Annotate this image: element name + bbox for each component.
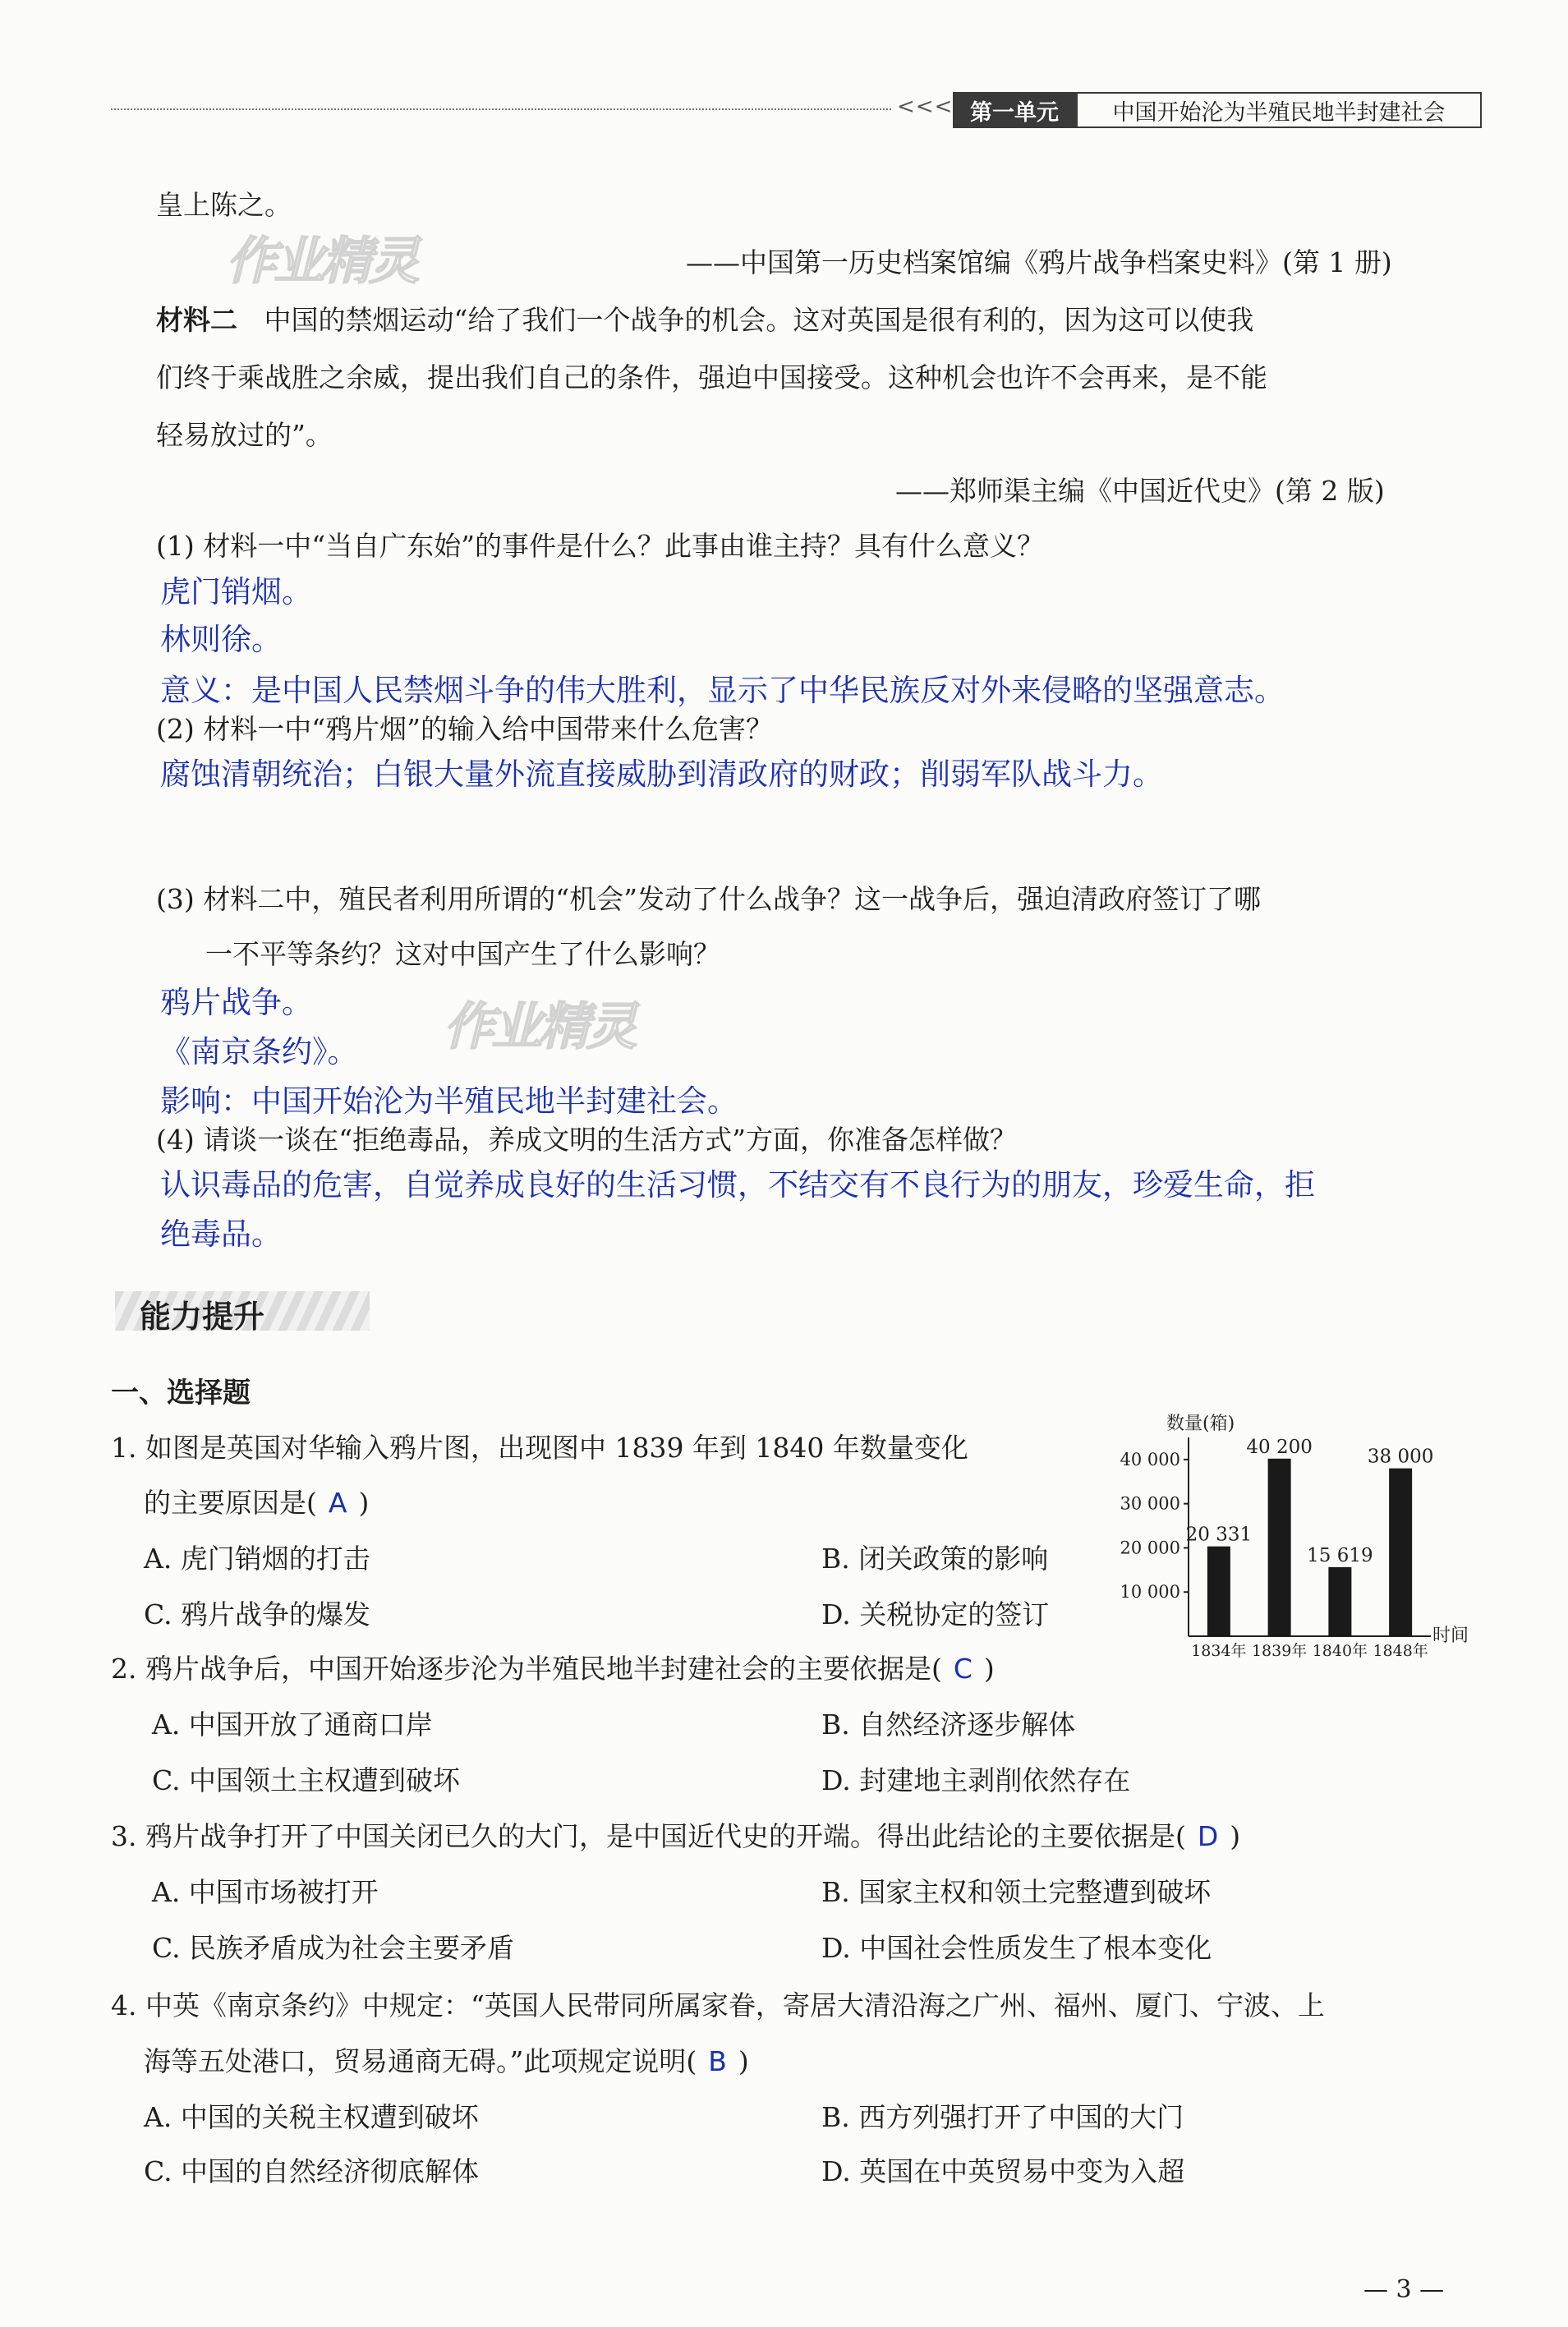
group-title: 一、选择题 (111, 1377, 251, 1410)
material2-label: 材料二 (156, 304, 237, 336)
material2-source: ——郑师渠主编《中国近代史》(第 2 版) (895, 475, 1385, 507)
mc1-stem-line2 (144, 1487, 369, 1520)
q2-question: (2) 材料一中“鸦片烟”的输入给中国带来什么危害？ (156, 713, 773, 745)
section-title: 能力提升 (140, 1299, 265, 1335)
mc4-answer: B (708, 2045, 727, 2077)
chart-value-label: 15 619 (1307, 1545, 1373, 1567)
chart-ytick-label: 40 000 (1120, 1449, 1180, 1469)
mc4-stem-text: 海等五处港口，贸易通商无碍。”此项规定说明( (144, 2045, 697, 2077)
material2-line3: 轻易放过的”。 (156, 419, 333, 451)
q1-answer-person: 林则徐。 (160, 622, 282, 657)
unit-label: 第一单元 (953, 92, 1076, 128)
mc2-stem-text: 2. 鸦片战争后，中国开始逐步沦为半殖民地半封建社会的主要依据是( (111, 1653, 942, 1685)
chart-category-label: 1848年 (1373, 1642, 1428, 1660)
mc1-close: ) (358, 1487, 370, 1519)
chart-ytick-label: 10 000 (1120, 1582, 1180, 1603)
chart-ytick-label: 30 000 (1120, 1493, 1180, 1514)
page-number: — 3 — (1363, 2275, 1445, 2304)
chart-bar (1268, 1459, 1291, 1636)
mc2-option-a: A. 中国开放了通商口岸 (152, 1708, 433, 1741)
mc4-close: ) (738, 2045, 749, 2077)
header-rule (111, 108, 891, 110)
mc4-option-a: A. 中国的关税主权遭到破坏 (144, 2101, 479, 2133)
mc4-option-d: D. 英国在中英贸易中变为入超 (821, 2155, 1185, 2187)
mc2-stem-line1 (111, 1653, 995, 1685)
mc3-option-b: B. 国家主权和领土完整遭到破坏 (821, 1876, 1212, 1908)
material1-source: ——中国第一历史档案馆编《鸦片战争档案史料》(第 1 册) (686, 246, 1392, 278)
q3-question-line1: (3) 材料二中，殖民者利用所谓的“机会”发动了什么战争？这一战争后，强迫清政府签订了哪 (156, 883, 1261, 915)
mc3-close: ) (1230, 1820, 1241, 1852)
mc3-answer: D (1197, 1820, 1219, 1852)
mc1-option-d: D. 关税协定的签订 (821, 1598, 1050, 1630)
chart-ylabel: 数量(箱) (1166, 1414, 1235, 1434)
mc3-stem-text: 3. 鸦片战争打开了中国关闭已久的大门，是中国近代史的开端。得出此结论的主要依据是( (111, 1820, 1186, 1852)
chart-xlabel: 时间 (1432, 1626, 1469, 1646)
mc1-option-c: C. 鸦片战争的爆发 (144, 1598, 371, 1630)
chart-value-label: 20 331 (1185, 1524, 1253, 1546)
chart-category-label: 1840年 (1312, 1642, 1368, 1660)
material2-line1: 中国的禁烟运动“给了我们一个战争的机会。这对英国是很有利的，因为这可以使我 (264, 304, 1254, 336)
q1-question: (1) 材料一中“当自广东始”的事件是什么？此事由谁主持？具有什么意义？ (156, 530, 1044, 562)
mc1-answer: A (328, 1487, 347, 1519)
q3-answer-impact: 影响：中国开始沦为半殖民地半封建社会。 (160, 1083, 738, 1119)
mc2-option-b: B. 自然经济逐步解体 (821, 1708, 1076, 1741)
mc3-option-a: A. 中国市场被打开 (152, 1876, 379, 1908)
material2-paragraph (156, 304, 1253, 337)
chart-category-label: 1834年 (1191, 1642, 1247, 1660)
q4-answer-line2: 绝毒品。 (160, 1216, 282, 1252)
q3-question-line2: 一不平等条约？这对中国产生了什么影响？ (205, 938, 720, 970)
material2-line2: 们终于乘战胜之余威，提出我们自己的条件，强迫中国接受。这种机会也许不会再来，是不能 (156, 361, 1267, 393)
q4-question: (4) 请谈一谈在“拒绝毒品，养成文明的生活方式”方面，你准备怎样做？ (156, 1124, 1017, 1156)
q2-answer: 腐蚀清朝统治；白银大量外流直接威胁到清政府的财政；削弱军队战斗力。 (160, 757, 1163, 792)
mc3-option-c: C. 民族矛盾成为社会主要矛盾 (152, 1932, 515, 1964)
mc3-option-d: D. 中国社会性质发生了根本变化 (821, 1932, 1212, 1964)
mc4-stem-line1: 4. 中英《南京条约》中规定：“英国人民带同所属家眷，寄居大清沿海之广州、福州、厦门、宁波、上 (111, 1989, 1325, 2021)
mc2-answer: C (953, 1653, 973, 1685)
chart-bar (1207, 1547, 1230, 1636)
watermark: 作业精灵 (226, 231, 417, 291)
header-chevrons: <<< (897, 94, 954, 119)
material1-tail: 皇上陈之。 (156, 189, 292, 221)
opium-import-chart (1101, 1405, 1469, 1660)
mc1-stem-text: 的主要原因是( (144, 1487, 317, 1519)
mc2-close: ) (983, 1653, 995, 1685)
q3-answer-war: 鸦片战争。 (160, 985, 312, 1020)
q3-answer-treaty: 《南京条约》。 (160, 1034, 358, 1069)
mc4-stem-line2 (144, 2045, 749, 2078)
mc4-option-c: C. 中国的自然经济彻底解体 (144, 2155, 480, 2187)
chart-category-label: 1839年 (1251, 1642, 1308, 1660)
mc2-option-c: C. 中国领土主权遭到破坏 (152, 1764, 461, 1796)
watermark: 作业精灵 (444, 996, 635, 1056)
mc1-option-b: B. 闭关政策的影响 (821, 1543, 1049, 1575)
chart-value-label: 38 000 (1367, 1446, 1434, 1468)
chart-bar (1389, 1469, 1412, 1636)
chart-ytick-label: 20 000 (1120, 1538, 1180, 1558)
mc3-stem-line1 (111, 1820, 1240, 1853)
q4-answer-line1: 认识毒品的危害，自觉养成良好的生活习惯，不结交有不良行为的朋友，珍爱生命，拒 (160, 1167, 1315, 1203)
mc1-stem-line1: 1. 如图是英国对华输入鸦片图，出现图中 1839 年到 1840 年数量变化 (111, 1432, 968, 1464)
chart-bar (1328, 1567, 1351, 1636)
mc1-option-a: A. 虎门销烟的打击 (144, 1543, 370, 1575)
unit-title: 中国开始沦为半殖民地半封建社会 (1076, 92, 1482, 128)
q1-answer-event: 虎门销烟。 (160, 574, 312, 609)
q1-answer-significance: 意义：是中国人民禁烟斗争的伟大胜利，显示了中华民族反对外来侵略的坚强意志。 (160, 673, 1285, 708)
chart-value-label: 40 200 (1246, 1436, 1313, 1458)
mc4-option-b: B. 西方列强打开了中国的大门 (821, 2101, 1184, 2133)
mc2-option-d: D. 封建地主剥削依然存在 (821, 1764, 1131, 1796)
